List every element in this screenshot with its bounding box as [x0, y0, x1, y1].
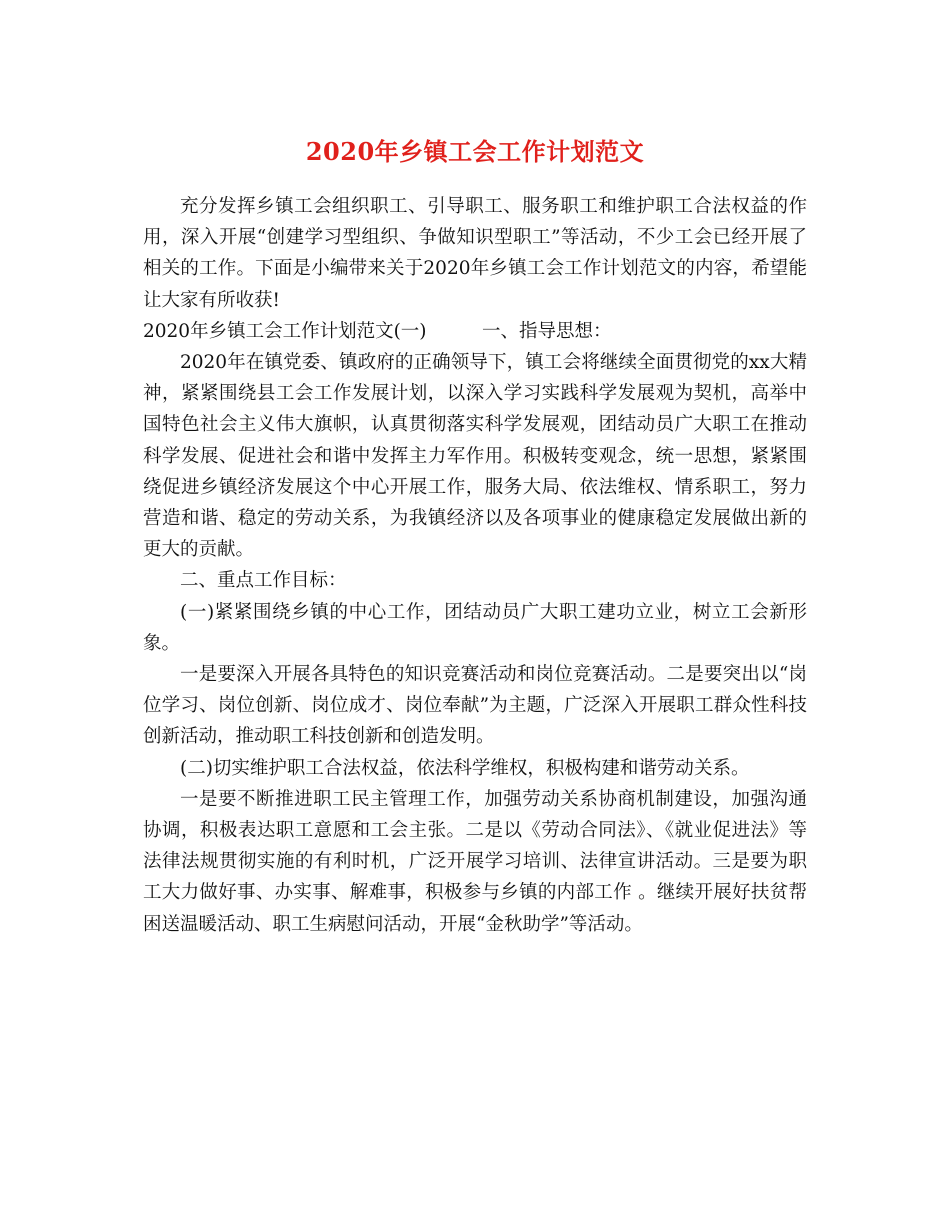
document-title: 2020年乡镇工会工作计划范文 — [305, 137, 645, 166]
intro-paragraph: 充分发挥乡镇工会组织职工、引导职工、服务职工和维护职工合法权益的作用，深入开展“创建学习型组织、争做知识型职工”等活动，不少工会已经开展了相关的工作。下面是小编带来关于2020年乡镇工会工作计划范文的内容，希望能让大家有所收获! — [143, 196, 807, 311]
document-body — [143, 191, 807, 940]
guiding-thought-paragraph: 2020年在镇党委、镇政府的正确领导下，镇工会将继续全面贯彻党的xx大精神，紧紧围绕县工会工作发展计划，以深入学习实践科学发展观为契机，高举中国特色社会主义伟大旗帜，认真贯彻落实科学发展观，团结动员广大职工在推动科学发展、促进社会和谐中发挥主力军作用。积极转变观念，统一思想，紧紧围绕促进乡镇经济发展这个中心开展工作，服务大局、依法维权、情系职工，努力营造和谐、稳定的劳动关系，为我镇经济以及各项事业的健康稳定发展做出新的更大的贡献。 — [143, 352, 807, 561]
goal-two-paragraph: 一是要不断推进职工民主管理工作，加强劳动关系协商机制建设，加强沟通协调，积极表达职工意愿和工会主张。二是以《劳动合同法》、《就业促进法》等法律法规贯彻实施的有利时机，广泛开展学习培训、法律宣讲活动。三是要为职工大力做好事、办实事、解难事，积极参与乡镇的内部工作 。继续开展好扶贫帮困送温暖活动、职工生病慰问活动，开展“金秋助学”等活动。 — [143, 788, 807, 935]
section-heading-line: 2020年乡镇工会工作计划范文(一) 一、指导思想： — [143, 320, 612, 342]
goal-two-heading: (二)切实维护职工合法权益，依法科学维权，积极构建和谐劳动关系。 — [180, 757, 750, 779]
key-goals-heading: 二、重点工作目标： — [180, 570, 347, 592]
goal-one-heading: (一)紧紧围绕乡镇的中心工作，团结动员广大职工建功立业，树立工会新形象。 — [143, 601, 807, 654]
goal-one-paragraph: 一是要深入开展各具特色的知识竞赛活动和岗位竞赛活动。二是要突出以“岗位学习、岗位创新、岗位成才、岗位奉献”为主题，广泛深入开展职工群众性科技创新活动，推动职工科技创新和创造发明。 — [143, 664, 807, 748]
